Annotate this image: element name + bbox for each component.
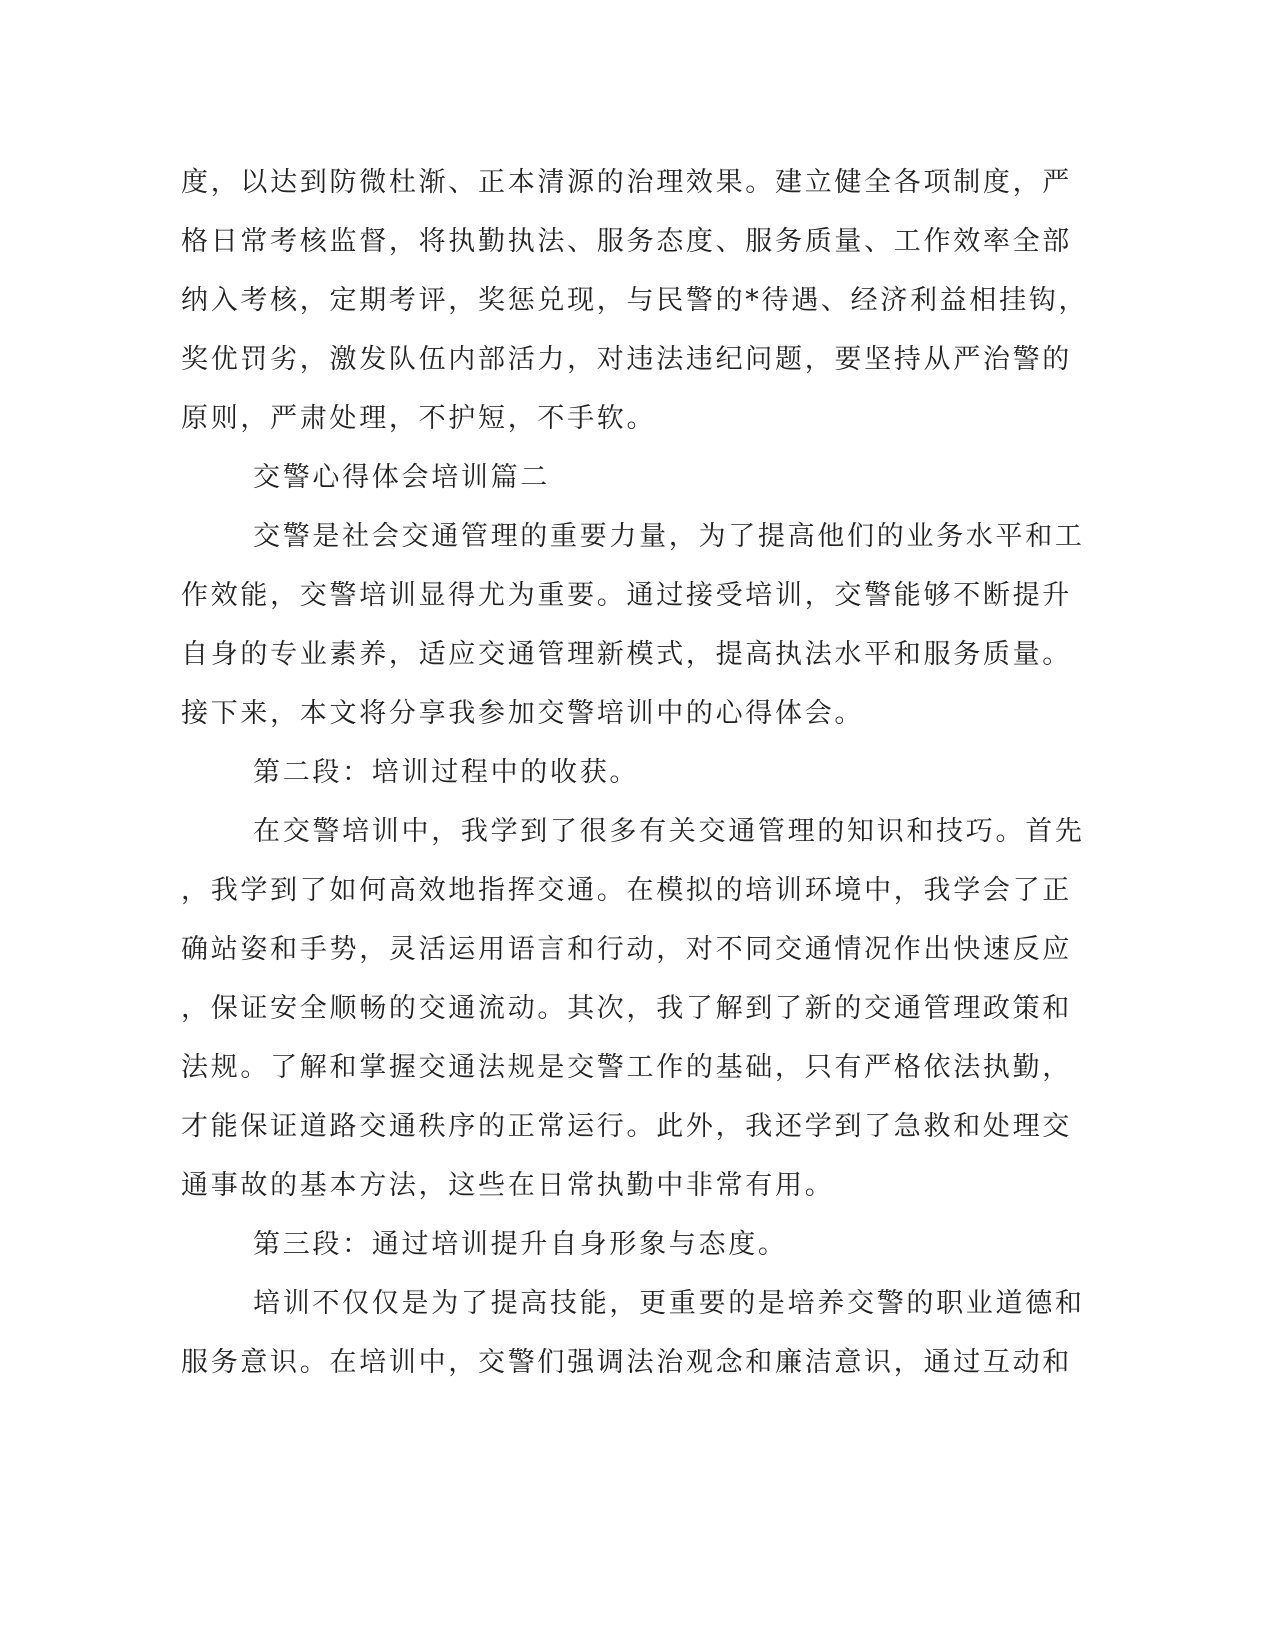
paragraph-line: 度，以达到防微杜渐、正本清源的治理效果。建立健全各项制度，严 <box>181 167 1072 198</box>
paragraph-line: 培训不仅仅是为了提高技能，更重要的是培养交警的职业道德和 <box>253 1288 1085 1319</box>
paragraph-line: 通事故的基本方法，这些在日常执勤中非常有用。 <box>181 1170 835 1201</box>
paragraph-line: 才能保证道路交通秩序的正常运行。此外，我还学到了急救和处理交 <box>181 1111 1072 1142</box>
paragraph-line: 作效能，交警培训显得尤为重要。通过接受培训，交警能够不断提升 <box>181 580 1072 611</box>
paragraph-line: 奖优罚劣，激发队伍内部活力，对违法违纪问题，要坚持从严治警的 <box>181 344 1072 375</box>
paragraph-line: 自身的专业素养，适应交通管理新模式，提高执法水平和服务质量。 <box>181 639 1072 670</box>
paragraph-line: 格日常考核监督，将执勤执法、服务态度、服务质量、工作效率全部 <box>181 226 1072 257</box>
paragraph-line: 交警是社会交通管理的重要力量，为了提高他们的业务水平和工 <box>253 521 1085 552</box>
paragraph-line: 接下来，本文将分享我参加交警培训中的心得体会。 <box>181 698 865 729</box>
section-heading: 第三段：通过培训提升自身形象与态度。 <box>253 1229 788 1260</box>
paragraph-line: ，保证安全顺畅的交通流动。其次，我了解到了新的交通管理政策和 <box>181 993 1072 1024</box>
paragraph-line: 法规。了解和掌握交通法规是交警工作的基础，只有严格依法执勤， <box>181 1052 1072 1083</box>
section-heading: 第二段：培训过程中的收获。 <box>253 757 640 788</box>
section-title: 交警心得体会培训篇二 <box>253 462 550 493</box>
paragraph-line: 服务意识。在培训中，交警们强调法治观念和廉洁意识，通过互动和 <box>181 1347 1072 1378</box>
document-body <box>181 158 1089 1397</box>
paragraph-line: ，我学到了如何高效地指挥交通。在模拟的培训环境中，我学会了正 <box>181 875 1072 906</box>
paragraph-line: 在交警培训中，我学到了很多有关交通管理的知识和技巧。首先 <box>253 816 1085 847</box>
paragraph-line: 原则，严肃处理，不护短，不手软。 <box>181 403 657 434</box>
paragraph-line: 确站姿和手势，灵活运用语言和行动，对不同交通情况作出快速反应 <box>181 934 1072 965</box>
paragraph-line: 纳入考核，定期考评，奖惩兑现，与民警的*待遇、经济利益相挂钩， <box>181 285 1089 316</box>
